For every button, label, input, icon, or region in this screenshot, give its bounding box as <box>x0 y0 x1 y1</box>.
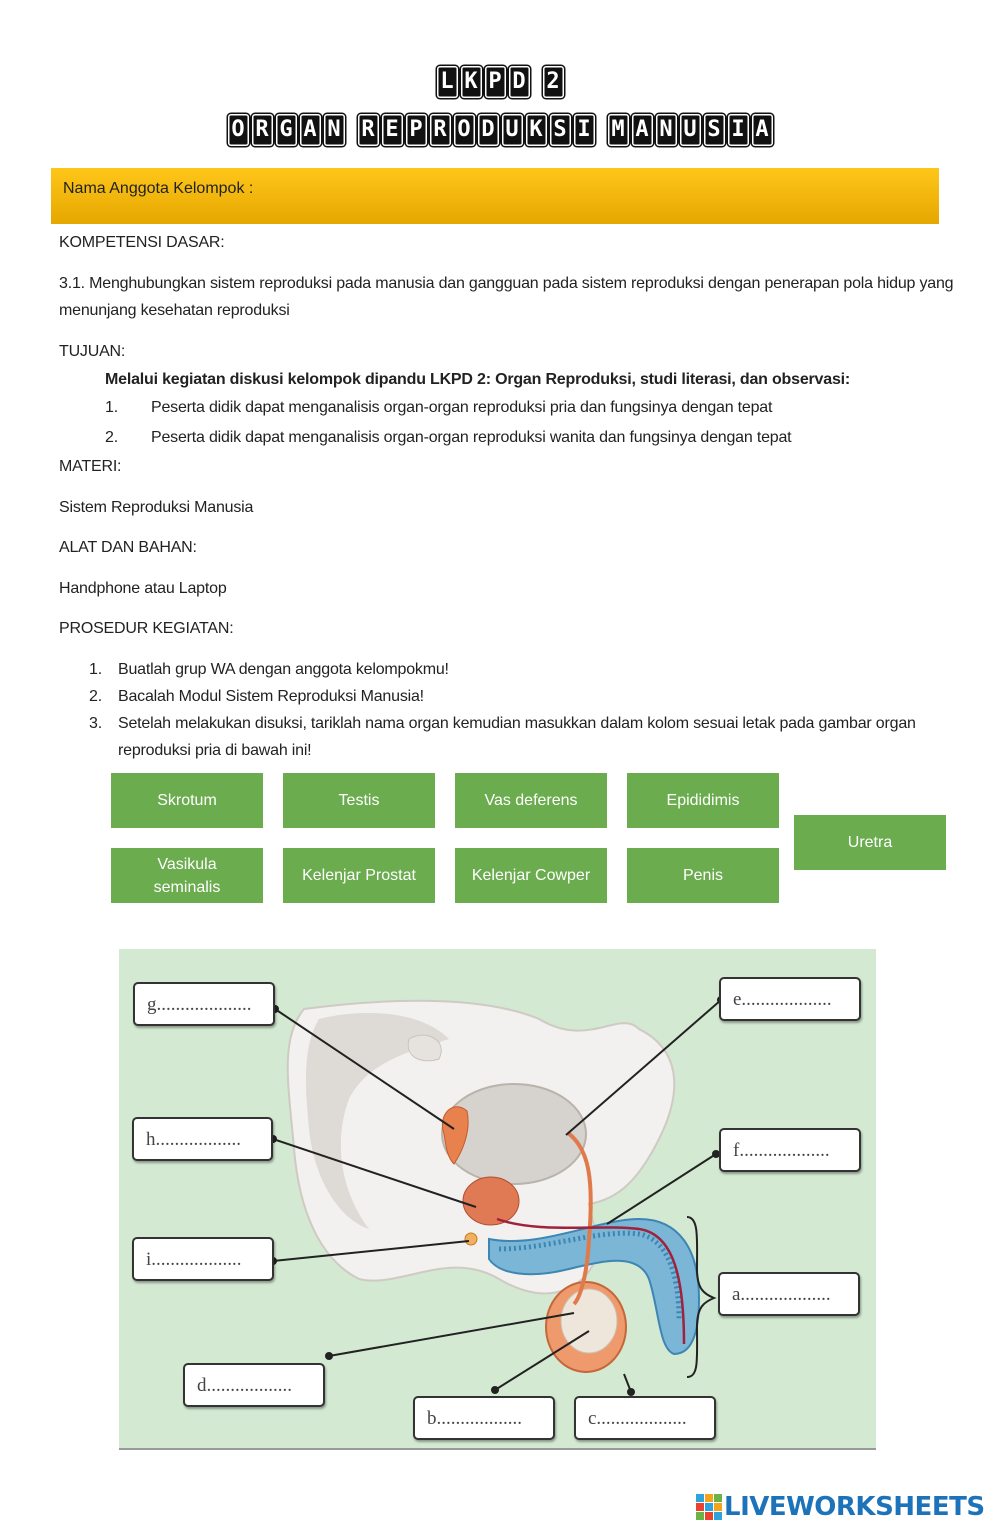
tujuan-item-2-text: Peserta didik dapat menganalisis organ-organ reproduksi wanita dan fungsinya dengan tepat <box>151 429 792 446</box>
tujuan-item-1-text: Peserta didik dapat menganalisis organ-organ reproduksi pria dan fungsinya dengan tepat <box>151 399 773 416</box>
title-letter: O <box>228 114 249 146</box>
title-line-1 <box>0 66 1000 98</box>
kompetensi-text-line1: 3.1. Menghubungkan sistem reproduksi pada manusia dan gangguan pada sistem reproduksi dengan penerapan pola hidup yang <box>59 275 954 292</box>
prosedur-item-2-text: Bacalah Modul Sistem Reproduksi Manusia! <box>118 688 424 705</box>
label-box-a[interactable]: a................... <box>718 1272 860 1316</box>
chip-kelenjar-cowper[interactable]: Kelenjar Cowper <box>455 848 607 903</box>
title-letter: M <box>608 114 629 146</box>
prosedur-item-1-num: 1. <box>89 661 102 678</box>
chip-skrotum[interactable]: Skrotum <box>111 773 263 828</box>
title-letter: K <box>526 114 547 146</box>
title-letter: A <box>752 114 773 146</box>
title-letter: A <box>632 114 653 146</box>
title-letter: P <box>406 114 427 146</box>
title-letter: I <box>574 114 595 146</box>
kompetensi-heading: KOMPETENSI DASAR: <box>59 234 225 251</box>
group-name-label: Nama Anggota Kelompok : <box>63 180 254 197</box>
title-letter: R <box>358 114 379 146</box>
title-letter: S <box>704 114 725 146</box>
label-box-d[interactable]: d.................. <box>183 1363 325 1407</box>
chip-uretra[interactable]: Uretra <box>794 815 946 870</box>
title-letter: N <box>656 114 677 146</box>
kompetensi-text-line2: menunjang kesehatan reproduksi <box>59 302 290 319</box>
tujuan-intro: Melalui kegiatan diskusi kelompok dipandu LKPD 2: Organ Reproduksi, studi literasi, dan observasi: <box>105 371 851 388</box>
alat-text: Handphone atau Laptop <box>59 580 227 597</box>
prosedur-item-2-num: 2. <box>89 688 102 705</box>
title-letter: K <box>461 66 482 98</box>
title-letter: E <box>382 114 403 146</box>
label-box-f[interactable]: f................... <box>719 1128 861 1172</box>
title-letter: G <box>276 114 297 146</box>
title-letter: D <box>509 66 530 98</box>
liveworksheets-logo-icon <box>696 1494 722 1520</box>
chip-vas-deferens[interactable]: Vas deferens <box>455 773 607 828</box>
title-line-2 <box>0 114 1000 146</box>
chip-vasikula-seminalis[interactable]: Vasikula seminalis <box>111 848 263 903</box>
label-box-g[interactable]: g.................... <box>133 982 275 1026</box>
label-box-i[interactable]: i................... <box>132 1237 274 1281</box>
materi-text: Sistem Reproduksi Manusia <box>59 499 254 516</box>
tujuan-heading: TUJUAN: <box>59 343 126 360</box>
title-letter: I <box>728 114 749 146</box>
chip-epididimis[interactable]: Epididimis <box>627 773 779 828</box>
liveworksheets-brand <box>696 1490 985 1524</box>
group-name-bar <box>51 168 939 224</box>
label-box-h[interactable]: h.................. <box>132 1117 273 1161</box>
label-box-e[interactable]: e................... <box>719 977 861 1021</box>
title-letter: S <box>550 114 571 146</box>
title-letter: R <box>430 114 451 146</box>
prosedur-item-1-text: Buatlah grup WA dengan anggota kelompokmu! <box>118 661 449 678</box>
tujuan-item-1-num: 1. <box>105 399 118 416</box>
title-letter: N <box>324 114 345 146</box>
chip-kelenjar-prostat[interactable]: Kelenjar Prostat <box>283 848 435 903</box>
chip-penis[interactable]: Penis <box>627 848 779 903</box>
materi-heading: MATERI: <box>59 458 122 475</box>
title-letter: A <box>300 114 321 146</box>
title-letter: O <box>454 114 475 146</box>
title-letter: R <box>252 114 273 146</box>
title-letter: U <box>680 114 701 146</box>
tujuan-item-2-num: 2. <box>105 429 118 446</box>
prosedur-item-3-cont: reproduksi pria di bawah ini! <box>118 742 312 759</box>
label-box-b[interactable]: b.................. <box>413 1396 555 1440</box>
prosedur-item-3-text: Setelah melakukan disuksi, tariklah nama organ kemudian masukkan dalam kolom sesuai letak pada gambar organ <box>118 715 916 732</box>
title-letter: L <box>437 66 458 98</box>
prosedur-item-3-num: 3. <box>89 715 102 732</box>
title-letter: 2 <box>543 66 564 98</box>
prosedur-heading: PROSEDUR KEGIATAN: <box>59 620 234 637</box>
label-box-c[interactable]: c................... <box>574 1396 716 1440</box>
title-letter: U <box>502 114 523 146</box>
chip-testis[interactable]: Testis <box>283 773 435 828</box>
alat-heading: ALAT DAN BAHAN: <box>59 539 197 556</box>
brand-text: LIVEWORKSHEETS <box>724 1492 985 1522</box>
title-letter: D <box>478 114 499 146</box>
title-letter: P <box>485 66 506 98</box>
